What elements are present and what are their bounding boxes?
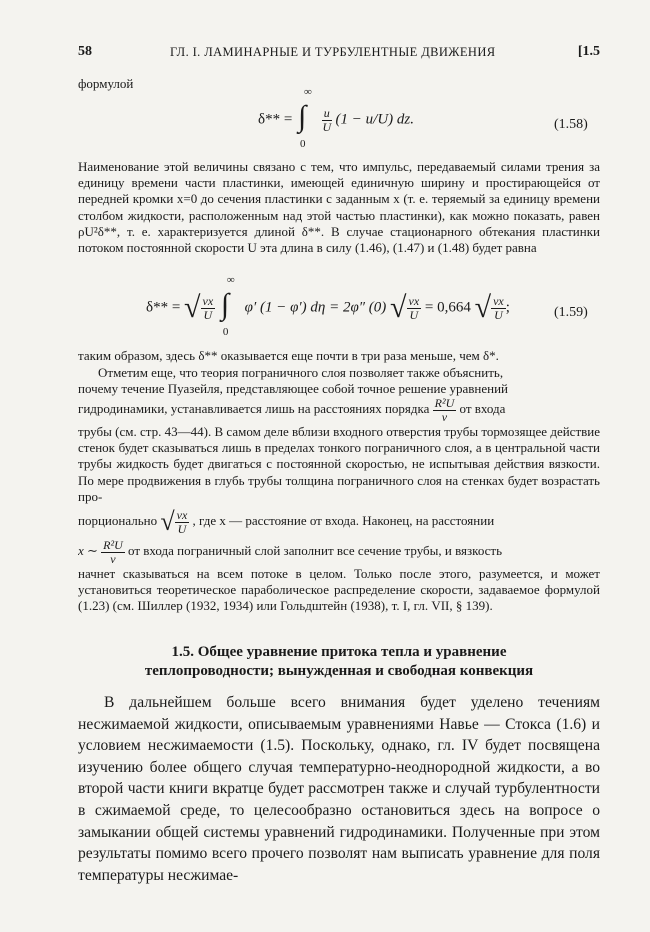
paragraph-momentum-thickness: Наименование этой величины связано с тем, что импульс, передаваемый силами трения за единицу времени части пластинки, имеющей единичную ширину и простирающейся от передней кромки x=0 до сечения пластинки с заданным x (т. е. теряемый за единицу времени столбом жидкости, расположенным над этой частью пластинки), как можно показать, равен ρU²δ**, т. е. характеризуется длиной δ**. В случае стационарного обтекания пластинки потоком постоянной скорости U эта длина в силу (1.46), (1.47) и (1.48) будет равна — [78, 159, 600, 256]
eq158-lower-limit: 0 — [300, 138, 306, 150]
equation-number-1-58: (1.58) — [554, 117, 588, 132]
para3-line3: гидродинамики, устанавливается лишь на расстояниях порядка $\frac{\text{R²U}}{\nu}$ от входа — [78, 396, 506, 422]
para3-tail: начнет сказываться на всем потоке в целом. Только после этого, разумеется, и может установиться теоретическое параболическое распределение скорости, задаваемое формулой (1.23) (см. Шиллер (1932, 1934) или Гольдштейн (1938), т. I, гл. VII, § 139). — [78, 566, 600, 614]
distance-fraction: $\frac{\text{R²U}}{\nu}$ — [103, 538, 123, 564]
eq159-result: = 0,664 — [424, 299, 471, 316]
intro-word: формулой — [78, 76, 134, 91]
para3-line2: почему течение Пуазейля, представляющее собой точное решение уравнений — [78, 381, 509, 396]
eq159-sqrt-fraction-3: $\frac{\nu x}{U}$ — [493, 293, 504, 322]
eq159-sqrt-fraction: $\frac{\nu x}{U}$ — [202, 293, 214, 322]
para3-distance-line: x ∼ $\frac{\text{R²U}}{\nu}$ от входа пограничный слой заполнит все сечение трубы, и вязкость — [78, 538, 503, 564]
eq158-lhs: δ** = — [258, 111, 293, 128]
para3-line1: Отметим еще, что теория пограничного слоя позволяет также объяснить, — [98, 365, 504, 380]
eq159-lower-limit: 0 — [222, 326, 229, 338]
equation-number-1-59: (1.59) — [554, 305, 588, 320]
eq158-fraction: $\frac{u}{U}$ — [322, 105, 332, 134]
equation-1-58 — [258, 86, 414, 150]
sqrt-sign-3: √ — [474, 291, 492, 324]
page-number: 58 — [78, 44, 92, 59]
eq159-body: φ′ (1 − φ′) dη = 2φ″ (0) — [244, 299, 387, 316]
sqrt-sign-2: √ — [390, 291, 407, 324]
running-header — [78, 44, 600, 66]
eq158-upper-limit: ∞ — [304, 86, 312, 98]
sqrt-sign-4: √ — [160, 507, 175, 537]
prop-fraction: $\frac{\nu x}{U}$ — [176, 507, 188, 536]
eq159-sqrt-fraction-2: $\frac{\nu x}{U}$ — [408, 293, 420, 322]
section-marker: [1.5 — [577, 44, 600, 59]
eq159-upper-limit: ∞ — [226, 274, 235, 286]
eq158-integrand: (1 − u/U) dz. — [335, 111, 414, 128]
section-title-line2: теплопроводности; вынужденная и свободная конвекция — [144, 663, 534, 679]
running-title: ГЛ. I. ЛАМИНАРНЫЕ И ТУРБУЛЕНТНЫЕ ДВИЖЕНИЯ — [170, 45, 496, 59]
integral-sign: ∫ — [298, 100, 307, 133]
paragraph-section-intro: В дальнейшем больше всего внимания будет уделено течениям несжимаемой жидкости, описываемым уравнениями Навье — Стокса (1.6) и условием несжимаемости (1.5). Поскольку, однако, гл. IV будет посвящена изучению более общего случая температурно-неоднородной жидкости, а во второй части книги вкратце будет рассмотрен также и случай турбулентности в сжимаемой среде, то целесообразно остановиться здесь на вопросе о замыкании общей системы уравнений гидродинамики. Полученные при этом результаты помимо всего прочего позволят нам выписать уравнение для поля температуры несжимае- — [78, 694, 600, 884]
section-title-line1: 1.5. Общее уравнение притока тепла и уравнение — [171, 644, 507, 660]
eq159-lhs: δ** = — [146, 299, 181, 316]
paragraph-ratio-line: таким образом, здесь δ** оказывается еще почти в три раза меньше, чем δ*. — [78, 348, 499, 363]
para3-body: трубы (см. стр. 43—44). В самом деле вблизи входного отверстия трубы тормозящее действие стенок будет сказываться лишь в пределах тонкого пограничного слоя, а в центральной части трубы жидкость будет двигаться с постоянной скоростью, не испытывая действия вязкости. По мере продвижения в глубь трубы толщина пограничного слоя на стенках будет возрастать про- — [78, 424, 600, 504]
section-title — [78, 643, 600, 681]
para3-proportional-line: порционально √ $\frac{\nu x}{U}$ , где x — расстояние от входа. Наконец, на расстоянии — [78, 507, 495, 537]
sqrt-sign: √ — [184, 291, 201, 324]
poiseuille-fraction: $\frac{\text{R²U}}{\nu}$ — [434, 396, 455, 422]
integral-sign-2: ∫ — [220, 288, 230, 321]
equation-1-59: δ** = √ $\frac{\nu x}{U}$ ∞ ∫ 0 φ′ (1 − φ′) dη = 2φ″ (0) √ $\frac{\nu x}{U}$ = 0,664 √ $\frac{\nu x}{U}$ ; — [146, 274, 510, 338]
